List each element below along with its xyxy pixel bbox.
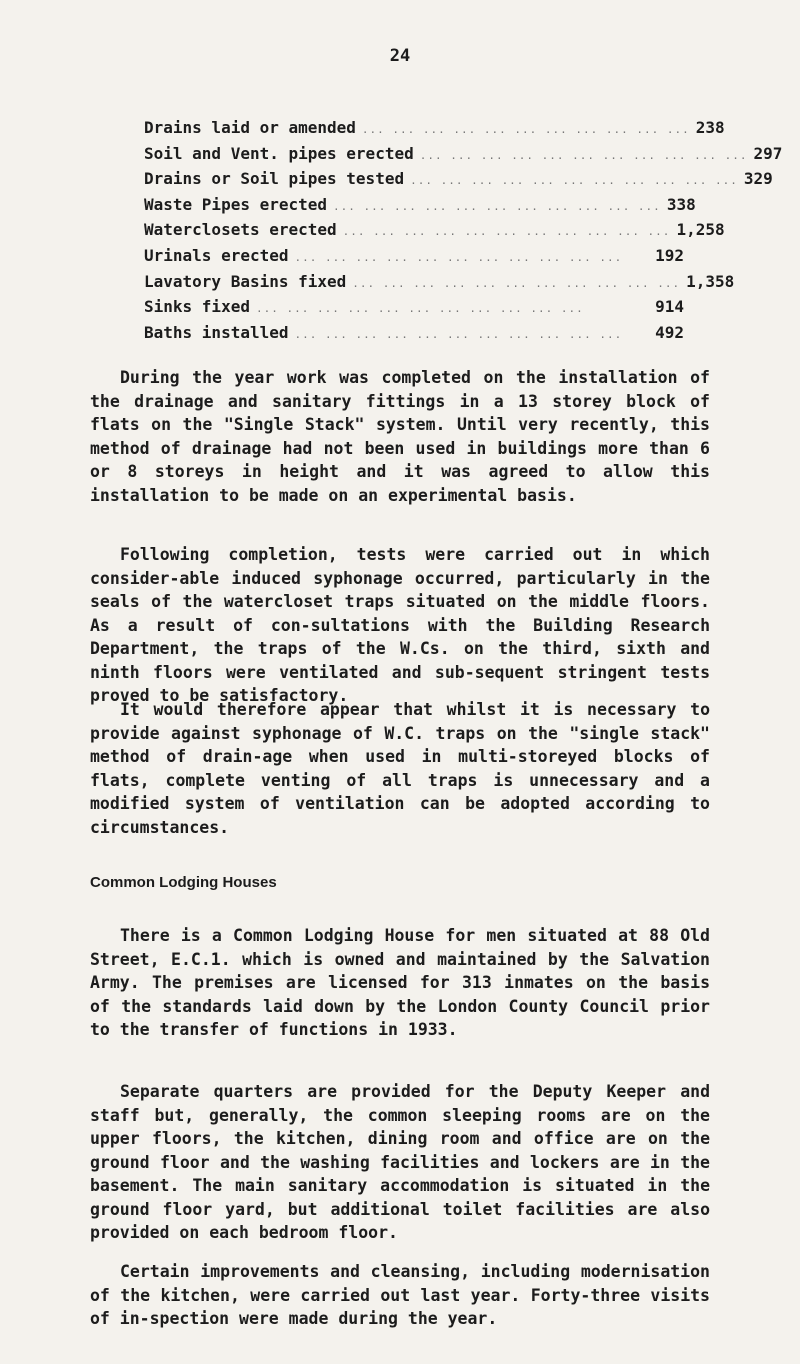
stat-label: Waste Pipes erected <box>144 194 328 214</box>
paragraph-text: It would therefore appear that whilst it is necessary to provide against syphonage of W.C. traps on the "single stack" method of drain-age when used in multi-storeyed blocks of flats, complete venting of all traps is unnecessary and a modified system of ventilation can be adopted according to circumstances. <box>90 700 710 837</box>
stat-value: 1,258 <box>676 220 725 240</box>
stat-label: Baths installed <box>144 322 289 342</box>
stat-row <box>144 194 696 221</box>
stat-label: Soil and Vent. pipes erected <box>144 143 414 163</box>
stat-label: Urinals erected <box>144 245 289 265</box>
stat-label: Waterclosets erected <box>144 220 337 240</box>
paragraph-conclusion <box>90 698 710 839</box>
stat-row <box>144 220 725 246</box>
stat-label: Lavatory Basins fixed <box>144 271 347 291</box>
stat-value: 914 <box>655 297 684 317</box>
stat-value: 338 <box>666 194 696 214</box>
stat-row <box>144 323 684 349</box>
paragraph-lodging-house <box>90 924 710 1042</box>
stat-row <box>144 271 735 298</box>
paragraph-single-stack <box>90 366 710 507</box>
stat-row <box>144 143 783 170</box>
paragraph-test-results <box>90 543 710 708</box>
dot-leader: ... ... ... ... ... ... ... ... ... ... ... <box>294 327 623 341</box>
stat-label: Drains or Soil pipes tested <box>144 169 405 189</box>
dot-leader: ... ... ... ... ... ... ... ... ... ... ... <box>419 148 748 162</box>
stat-label: Drains laid or amended <box>144 118 356 137</box>
paragraph-text: Following completion, tests were carried out in which consider-able induced syphonage occurred, particularly in the seals of the watercloset traps situated on the middle floors. As a result of con-sultations with the Building Research Department, the traps of the W.Cs. on the third, sixth and ninth floors were ventilated and sub-sequent stringent tests proved to be satisfactory. <box>90 545 710 705</box>
stat-row <box>144 169 773 195</box>
stat-value: 1,358 <box>686 271 735 291</box>
paragraph-quarters <box>90 1080 710 1245</box>
stat-value: 297 <box>753 143 783 163</box>
paragraph-text: Separate quarters are provided for the Deputy Keeper and staff but, generally, the common sleeping rooms are on the upper floors, the kitchen, dining room and office are on the ground floor and the washing facilities and lockers are in the basement. The main sanitary accommodation is situated in the ground floor yard, but additional toilet facilities are also provided on each bedroom floor. <box>90 1082 710 1242</box>
paragraph-text: During the year work was completed on the installation of the drainage and sanitary fittings in a 13 storey block of flats on the "Single Stack" system. Until very recently, this method of drainage had not been used in buildings more than 6 or 8 storeys in height and it was agreed to allow this installation to be made on an experimental basis. <box>90 368 710 505</box>
section-heading: Common Lodging Houses <box>90 874 277 891</box>
stat-row <box>144 297 684 323</box>
stat-value: 492 <box>655 322 684 342</box>
stat-row <box>144 118 725 144</box>
paragraph-text: Certain improvements and cleansing, including modernisation of the kitchen, were carried out last year. Forty-three visits of in-spection were made during the year. <box>90 1262 710 1328</box>
stat-row <box>144 246 684 272</box>
stat-value: 329 <box>743 169 773 189</box>
stat-value: 238 <box>695 118 725 137</box>
dot-leader: ... ... ... ... ... ... ... ... ... ... ... <box>342 225 671 239</box>
works-statistics-table <box>144 118 783 348</box>
stat-label: Sinks fixed <box>144 297 250 317</box>
dot-leader: ... ... ... ... ... ... ... ... ... ... ... <box>294 250 623 264</box>
dot-leader: ... ... ... ... ... ... ... ... ... ... ... <box>333 199 661 213</box>
stat-value: 192 <box>655 245 684 265</box>
dot-leader: ... ... ... ... ... ... ... ... ... ... ... <box>361 123 690 136</box>
page-number: 24 <box>389 46 411 66</box>
paragraph-improvements <box>90 1260 710 1331</box>
paragraph-text: There is a Common Lodging House for men situated at 88 Old Street, E.C.1. which is owned and maintained by the Salvation Army. The premises are licensed for 313 inmates on the basis of the standards laid down by the London County Council prior to the transfer of functions in 1933. <box>90 926 710 1039</box>
dot-leader: ... ... ... ... ... ... ... ... ... ... ... <box>410 174 738 188</box>
dot-leader: ... ... ... ... ... ... ... ... ... ... ... <box>352 276 681 290</box>
dot-leader: ... ... ... ... ... ... ... ... ... ... ... <box>255 302 584 316</box>
